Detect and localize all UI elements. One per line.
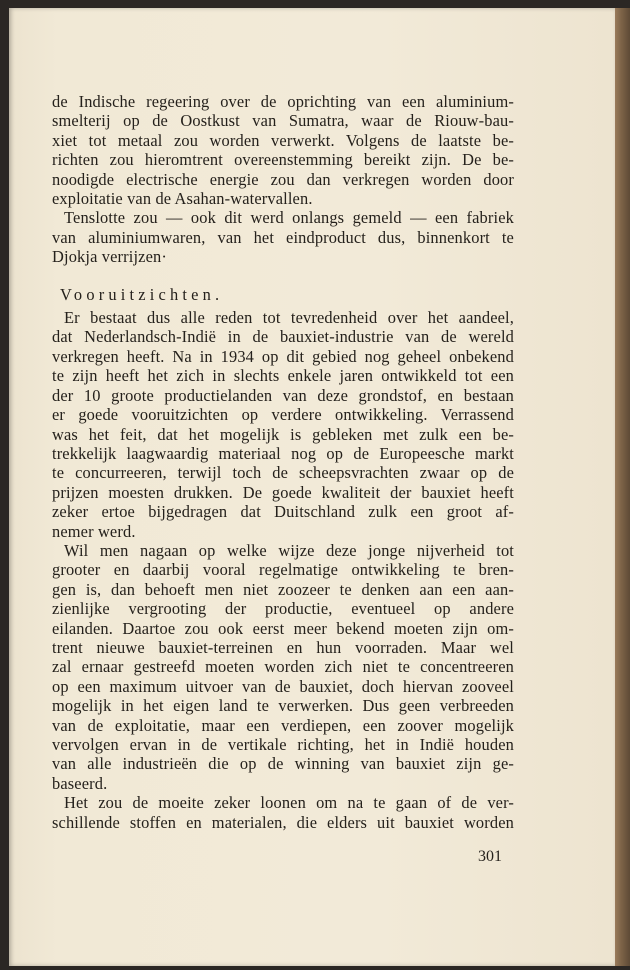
text-line: trent nieuwe bauxiet-terreinen en hun voorraden. Maar wel <box>52 637 514 657</box>
page-number: 301 <box>478 848 502 865</box>
text-line: trekkelijk laagwaardig materiaal nog op de Europeesche markt <box>52 443 514 463</box>
text-line: van aluminiumwaren, van het eindproduct dus, binnenkort te <box>52 227 514 247</box>
text-line: er goede vooruitzichten op verdere ontwikkeling. Verrassend <box>52 405 514 425</box>
text-line: Het zou de moeite zeker loonen om na te gaan of de ver- <box>64 793 514 813</box>
text-line: was het feit, dat het mogelijk is gebleken met zulk een be- <box>52 424 514 444</box>
text-line: schillende stoffen en materialen, die elders uit bauxiet worden <box>52 812 514 832</box>
text-line: op een maximum uitvoer van de bauxiet, doch hiervan zooveel <box>52 676 514 696</box>
text-line: verkregen heeft. Na in 1934 op dit gebied nog geheel onbekend <box>52 346 514 366</box>
paragraph-2-cont <box>52 228 514 267</box>
paragraph-2 <box>52 208 514 227</box>
text-line: noodigde electrische energie zou dan verkregen worden door <box>52 169 514 189</box>
text-line: dat Nederlandsch-Indië in de bauxiet-industrie van de wereld <box>52 327 514 347</box>
text-line: van alle industrieën die op de winning van bauxiet zijn ge- <box>52 754 514 774</box>
text-line: mogelijk in het eigen land te verwerken. Dus geen verbreeden <box>52 696 514 716</box>
text-line: zal ernaar gestreefd moeten worden zich niet te concentreeren <box>52 657 514 677</box>
paragraph-5 <box>52 793 514 832</box>
text-line: te zijn heeft het zich in slechts enkele jaren ontwikkeld tot een <box>52 366 514 386</box>
text-line: zeker ertoe bijgedragen dat Duitschland zulk een groot af- <box>52 502 514 522</box>
section-heading: Vooruitzichten. <box>60 284 224 304</box>
text-line: der 10 groote productielanden van deze grondstof, en bestaan <box>52 385 514 405</box>
page-edge <box>615 8 630 966</box>
text-line: vervolgen ervan in de vertikale richting, het in Indië houden <box>52 735 514 754</box>
text-line: de Indische regeering over de oprichting van een aluminium- <box>52 92 514 111</box>
paragraph-3 <box>52 308 514 541</box>
text-line: zienlijke vergrooting der productie, eventueel op andere <box>52 599 514 619</box>
text-line: nemer werd. <box>52 521 136 541</box>
text-line: Tenslotte zou — ook dit werd onlangs gemeld — een fabriek <box>64 208 514 228</box>
text-line: Wil men nagaan op welke wijze deze jonge nijverheid tot <box>64 540 514 560</box>
text-line: te concurreeren, terwijl toch de scheepsvrachten zwaar op de <box>52 463 514 483</box>
text-line: baseerd. <box>52 773 108 793</box>
text-line: xiet tot metaal zou worden verwerkt. Volgens de laatste be- <box>52 130 514 150</box>
text-line: eilanden. Daartoe zou ook eerst meer bekend moeten zijn om- <box>52 618 514 638</box>
paragraph-4 <box>52 541 514 793</box>
text-line: grooter en daarbij vooral regelmatige ontwikkeling te bren- <box>52 560 514 580</box>
text-line: richten zou hieromtrent overeenstemming bereikt zijn. De be- <box>52 150 514 170</box>
text-line: smelterij op de Oostkust van Sumatra, waar de Riouw-bau- <box>52 111 514 131</box>
text-line: prijzen moesten drukken. De goede kwaliteit der bauxiet heeft <box>52 482 514 502</box>
body-text <box>52 92 514 832</box>
text-line: Djokja verrijzen· <box>52 247 167 267</box>
text-line: gen is, dan behoeft men niet zoozeer te denken aan een aan- <box>52 579 514 599</box>
text-line: van de exploitatie, maar een verdiepen, een zoover mogelijk <box>52 715 514 735</box>
text-line: exploitatie van de Asahan-watervallen. <box>52 189 313 209</box>
paragraph-1 <box>52 92 514 208</box>
text-line: Er bestaat dus alle reden tot tevredenheid over het aandeel, <box>64 308 514 328</box>
